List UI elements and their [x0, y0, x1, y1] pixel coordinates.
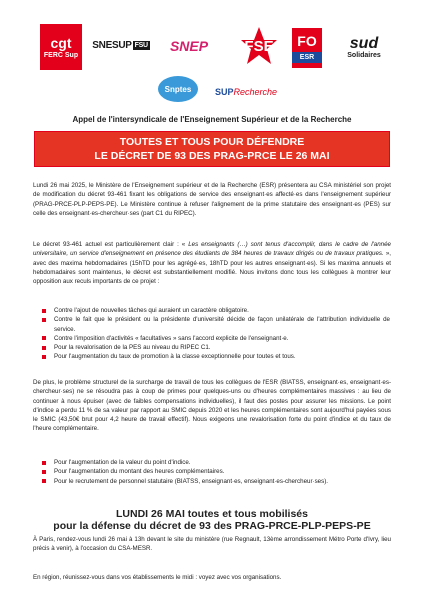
snep-logo-text: SNEP	[169, 38, 209, 54]
appel-heading: Appel de l'intersyndicale de l'Enseignement Supérieur et de la Recherche	[72, 115, 352, 124]
solidaires-logo-text: Solidaires	[347, 51, 381, 59]
fo-esr-text: ESR	[292, 52, 322, 63]
list-item: Contre l'ajout de nouvelles tâches qui auraient un caractère obligatoire.	[40, 306, 390, 315]
fo-logo-text: FO	[297, 32, 317, 49]
fsu-logo-text: FSU	[134, 41, 148, 49]
cgt-logo-sub: FERC Sup	[43, 51, 79, 59]
snptes-logo-text: Snptes	[164, 84, 192, 94]
demands-list-1	[40, 306, 390, 362]
recherche-logo-text: Recherche	[233, 87, 278, 97]
paragraph-region: En région, réunissez-vous dans vos établissements le midi : voyez avec vos organisations.	[33, 574, 282, 581]
mobilisation-title-line-2: pour la défense du décret de 93 des PRAG-PRCE-PLP-PEPS-PE	[53, 520, 371, 532]
list-item: Pour l'augmentation du montant des heures complémentaires.	[40, 467, 390, 476]
sup-logo-text: SUP	[214, 87, 234, 97]
list-item: Pour l'augmentation du taux de promotion à la classe exceptionnelle pour toutes et tous.	[40, 352, 390, 361]
mobilisation-title-line-1: LUNDI 26 MAI toutes et tous mobilisés	[116, 508, 308, 520]
union-logos	[0, 0, 424, 108]
list-item: Pour la revalorisation de la PES au niveau du RIPEC C1.	[40, 343, 390, 352]
paragraph-decret-start: Le décret 93-461 actuel est particulièrement clair : «	[33, 241, 189, 248]
demands-list-2	[40, 458, 390, 486]
list-item: Pour l'augmentation de la valeur du point d'indice.	[40, 458, 390, 467]
cgt-logo	[40, 24, 82, 70]
sud-solidaires-logo	[338, 30, 390, 64]
snesup-logo-text: SNESUP	[92, 39, 132, 51]
decret-quote: Les enseignants (…) sont tenus d'accomplir, dans le cadre de l'année universitaire, un service d'enseignement en présence des étudiants de 384 heures de travaux dirigés ou de travaux pratiques.	[33, 241, 391, 258]
paragraph-decret	[33, 240, 391, 286]
list-item: Contre le fait que le président ou la présidente d'université décide de façon unilatérale de l'attribution individuelle de service.	[40, 315, 390, 334]
paragraph-intro: Lundi 26 mai 2025, le Ministère de l'Enseignement supérieur et de la Recherche (ESR) présentera au CSA ministériel son projet de modification du décret 93-461 fixant les obligations de service des enseignant·es affecté·es dans l'enseignement supérieur (PRAG-PRCE-PLP-PEPS-PE). Le Ministère continue à refuser l'alignement de la prime statutaire des enseignant·es (PES) sur celle des enseignant·es-chercheur·ses (part C1 du RIPEC).	[33, 182, 391, 217]
banner-line-1: TOUTES ET TOUS POUR DÉFENDRE	[119, 136, 305, 148]
list-item: Contre l'imposition d'activités « facultatives » sans l'accord explicite de l'enseignant·e.	[40, 334, 390, 343]
sud-logo-text: sud	[349, 34, 379, 52]
fse-logo	[240, 26, 278, 66]
snptes-logo	[158, 76, 198, 102]
fse-logo-text: FSE	[244, 37, 274, 55]
snep-logo	[158, 32, 220, 60]
cgt-logo-text: cgt	[50, 34, 72, 51]
list-item: Pour le recrutement de personnel statutaire (BIATSS, enseignant·es, enseignant·es-chercheur·ses).	[40, 477, 390, 486]
paragraph-decret-end: », avec des maxima hebdomadaires (15hTD pour les agrégé·es, 18hTD pour les autres enseignant·es). Si les maxima annuels et hebdomadaires sont maintenus, le décret est substantiellement modifié. Nous invitons donc tous les collègues à montrer leur opposition aux reculs importants de ce projet :	[33, 250, 391, 286]
snesup-fsu-logo	[90, 34, 152, 56]
title-banner	[34, 131, 390, 167]
fo-esr-logo	[292, 28, 322, 68]
paragraph-surcharge: De plus, le problème structurel de la surcharge de travail de tous les collègues de l'ESR (BIATSS, enseignant·es, enseignant·es-chercheur·ses) ne se résoudra pas à coup de primes pour quelques-uns ou d'heures complémentaires massives : au lieu de continuer à nous épuiser (avec de faibles compensations individuelles), il faut des postes pour assurer les missions. Le point d'indice a perdu 11 % de sa valeur par rapport au SMIC depuis 2020 et les heures complémentaires sont aujourd'hui payées sous le SMIC (43,50€ brut pour 4,2 heure de travail effectif). Nous exigeons une revalorisation forte du point d'indice et du taux de l'heure complémentaire.	[33, 379, 391, 433]
paragraph-paris: À Paris, rendez-vous lundi 26 mai à 13h devant le site du ministère (rue Regnault, 13ème arrondissement Métro Porte d'Ivry, lieu précis à venir), à l'occasion du CSA-MESR.	[33, 536, 391, 553]
mobilisation-title	[33, 508, 391, 532]
sup-recherche-logo	[210, 84, 282, 100]
banner-line-2: LE DÉCRET DE 93 DES PRAG-PRCE LE 26 MAI	[94, 150, 330, 162]
